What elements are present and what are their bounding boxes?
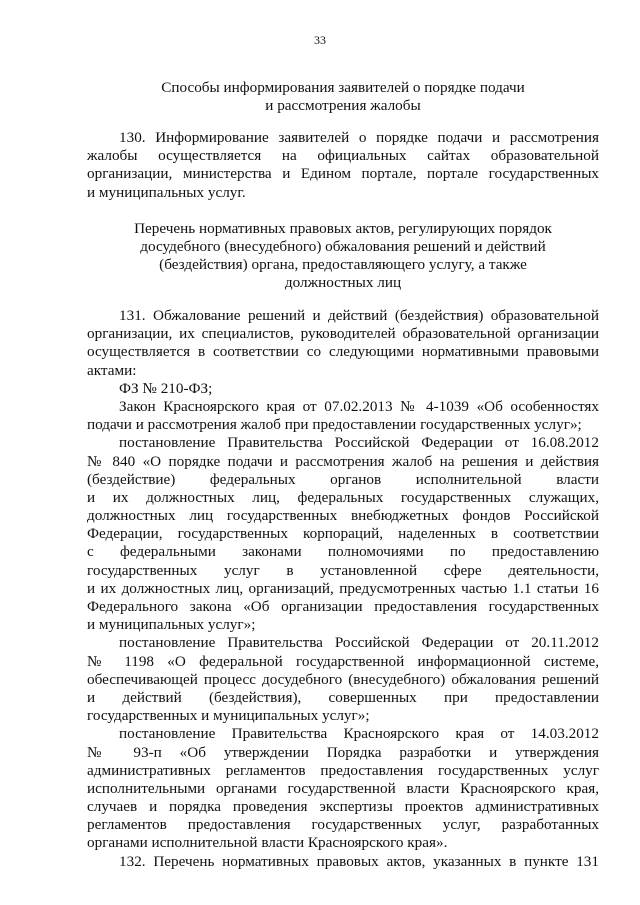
paragraph-130 xyxy=(87,129,599,202)
text-line: организации, их специалистов, руководителей образовательной организации xyxy=(87,325,599,343)
text-line: № 93-п «Об утверждении Порядка разработки и утверждения xyxy=(87,743,599,761)
text-line: 130. Информирование заявителей о порядке подачи и рассмотрения xyxy=(119,129,599,146)
paragraph-132-line: 132. Перечень нормативных правовых актов, указанных в пункте 131 xyxy=(119,852,599,870)
text-line: (бездействие) федеральных органов исполнительной власти xyxy=(87,470,599,488)
text-line: № 1198 «О федеральной государственной информационной системе, xyxy=(87,652,599,670)
text-line: постановление Правительства Российской Федерации от 20.11.2012 xyxy=(119,634,599,652)
text-line: обеспечивающей процесс досудебного (внесудебного) обжалования решений xyxy=(87,670,599,688)
text-line: с федеральными законами полномочиями по предоставлению xyxy=(87,543,599,561)
page-number: 33 xyxy=(314,33,326,47)
text-line: государственных и муниципальных услуг»; xyxy=(87,707,370,725)
text-line: случаев и порядка проведения экспертизы проектов административных xyxy=(87,798,599,816)
text-line: Федерации, государственных корпораций, наделенных в соответствии xyxy=(87,525,599,543)
text-line: № 840 «О порядке подачи и рассмотрения жалоб на решения и действия xyxy=(87,452,599,470)
text-line: организации, министерства и Едином портале, портале государственных xyxy=(87,165,599,183)
text-line: регламентов предоставления государственных услуг, разработанных xyxy=(87,816,599,834)
text-line: Закон Красноярского края от 07.02.2013 № 4-1039 «Об особенностях xyxy=(119,397,599,415)
text-line: и действий (бездействия), совершенных при предоставлении xyxy=(87,688,599,706)
section-heading-legal-acts xyxy=(90,220,596,292)
text-line: постановление Правительства Российской Федерации от 16.08.2012 xyxy=(119,434,599,452)
text-line: государственных услуг в установленной сфере деятельности, xyxy=(87,561,599,579)
paragraph-131 xyxy=(87,307,599,871)
text-line: и их должностных лиц, организаций, предусмотренных частью 1.1 статьи 16 xyxy=(87,579,599,597)
text-line: подачи и рассмотрения жалоб при предоставлении государственных услуг»; xyxy=(87,416,582,434)
text-line: исполнительными органами государственной власти Красноярского края, xyxy=(87,779,599,797)
text-line: и муниципальных услуг. xyxy=(87,183,246,201)
heading-line: должностных лиц xyxy=(284,274,402,291)
text-line: жалобы осуществляется на официальных сайтах образовательной xyxy=(87,147,599,165)
heading-line: Способы информирования заявителей о порядке подачи xyxy=(161,79,525,96)
text-line: 131. Обжалование решений и действий (бездействия) образовательной xyxy=(119,307,599,324)
text-line: Федерального закона «Об организации предоставления государственных xyxy=(87,598,599,615)
text-line: и их должностных лиц, федеральных государственных служащих, xyxy=(87,488,599,506)
text-line: органами исполнительной власти Красноярского края». xyxy=(87,834,448,852)
text-line: постановление Правительства Красноярского края от 14.03.2012 xyxy=(119,725,599,743)
section-heading-informing xyxy=(90,79,596,115)
text-line: осуществляется в соответствии со следующими нормативными правовыми xyxy=(87,343,599,361)
law-item-fz210: ФЗ № 210-ФЗ; xyxy=(119,379,213,397)
text-line: административных регламентов предоставления государственных услуг xyxy=(87,761,599,779)
heading-line: и рассмотрения жалобы xyxy=(265,97,421,114)
heading-line: досудебного (внесудебного) обжалования решений и действий xyxy=(140,238,546,255)
text-line: должностных лиц государственных внебюджетных фондов Российской xyxy=(87,507,599,525)
heading-line: (бездействия) органа, предоставляющего услугу, а также xyxy=(159,256,527,273)
text-line: и муниципальных услуг»; xyxy=(87,616,256,634)
text-line: актами: xyxy=(87,361,137,379)
heading-line: Перечень нормативных правовых актов, регулирующих порядок xyxy=(134,220,552,237)
